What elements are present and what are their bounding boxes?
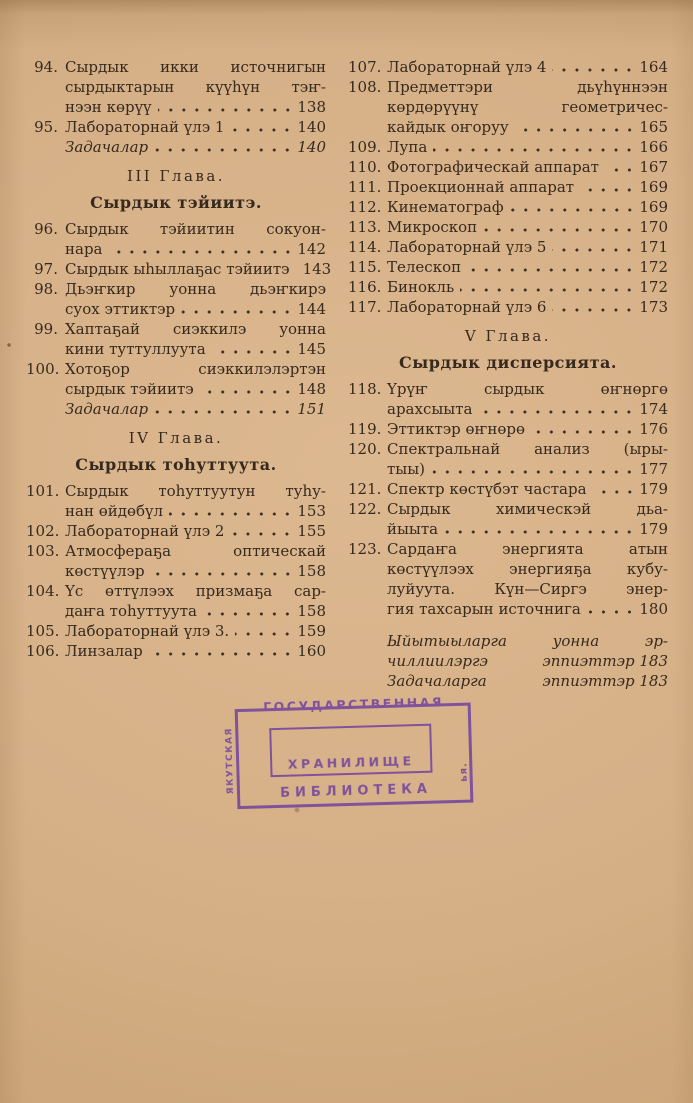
entry-last-line <box>65 137 326 157</box>
entry-text: Проекционнай аппарат <box>387 178 575 196</box>
entry-body <box>387 77 668 137</box>
stamp-right-vertical-text: ья. <box>458 761 470 782</box>
entry-last-line <box>65 379 326 399</box>
toc-entry <box>348 539 668 619</box>
entry-number: 99. <box>34 320 58 338</box>
entry-number: 122. <box>348 500 382 518</box>
entry-page-number: 171 <box>639 238 668 256</box>
toc-entry <box>348 57 668 77</box>
dot-leader <box>296 259 300 279</box>
entry-page-number: 169 <box>639 198 668 216</box>
entry-text-line: Спектральнай анализ (ыры- <box>387 440 668 458</box>
dot-leader <box>494 651 539 671</box>
entry-body <box>387 57 668 77</box>
entry-last-line <box>387 117 668 137</box>
toc-entry <box>348 237 668 257</box>
dot-leader <box>181 299 294 319</box>
chapter-title: IV Глава. <box>128 429 224 447</box>
entry-last-line <box>387 237 668 257</box>
entry-page-number: 169 <box>639 178 668 196</box>
dot-leader <box>230 117 294 137</box>
entry-number: 114. <box>348 238 382 256</box>
toc-column-left <box>26 57 332 691</box>
entry-body <box>65 521 326 541</box>
entry-text: Бинокль <box>387 278 455 296</box>
entry-page-number: 144 <box>297 300 326 318</box>
entry-page-number: 138 <box>297 98 326 116</box>
entry-text: суох эттиктэр <box>65 300 176 318</box>
entry-text-line: Сырдык тоһуттуутун туһу- <box>65 482 326 500</box>
entry-number: 107. <box>348 58 382 76</box>
entry-text-line: сырдыктарын күүһүн тэҥ- <box>65 78 326 96</box>
stamp-top-text: ГОСУДАРСТВЕННАЯ <box>262 694 445 715</box>
entry-last-line <box>387 217 668 237</box>
entry-number: 105. <box>26 622 60 640</box>
toc-entry <box>26 259 332 279</box>
toc-entry <box>26 641 326 661</box>
entry-page-number: 140 <box>297 138 326 156</box>
entry-number: 117. <box>348 298 382 316</box>
entry-last-line <box>387 277 668 297</box>
entry-text-line: Атмосфераҕа оптическай <box>65 542 326 560</box>
toc-entry <box>348 479 668 499</box>
toc-section <box>26 481 326 661</box>
library-stamp <box>222 695 473 816</box>
entry-number: 97. <box>34 260 58 278</box>
entry-page-number: 164 <box>639 58 668 76</box>
toc-entry <box>26 359 326 399</box>
entry-body <box>387 277 668 297</box>
stamp-bottom-text: БИБЛИОТЕКА <box>279 781 433 801</box>
entry-body <box>387 419 668 439</box>
toc-entry <box>348 137 668 157</box>
entry-last-line <box>65 561 326 581</box>
entry-text-line: Ыйытыыларга уонна эр- <box>387 632 668 650</box>
entry-page-number: 158 <box>297 562 326 580</box>
entry-text: көстүүлэр <box>65 562 145 580</box>
toc-entry <box>348 197 668 217</box>
toc-entry <box>348 297 668 317</box>
entry-last-line <box>65 621 326 641</box>
entry-page-number: эппиэттэр 183 <box>542 652 668 670</box>
stamp-left-vertical-text: ЯКУТСКАЯ <box>224 726 237 795</box>
entry-text: Лабораторнай үлэ 1 <box>65 118 225 136</box>
entry-last-line <box>65 641 326 661</box>
toc-entry <box>26 279 326 319</box>
dot-leader <box>154 399 294 419</box>
toc-entry <box>348 77 668 137</box>
entry-text-line: Хотоҕор сиэккилэлэртэн <box>65 360 326 378</box>
entry-body <box>387 137 668 157</box>
entry-number: 95. <box>34 118 58 136</box>
entry-text: Фотографическай аппарат <box>387 158 599 176</box>
entry-last-line <box>387 177 668 197</box>
entry-body <box>65 541 326 581</box>
entry-text-line: Үрүҥ сырдык өҥнөргө <box>387 380 668 398</box>
dot-leader <box>154 137 294 157</box>
entry-number: 111. <box>348 178 382 196</box>
chapter-subtitle: Сырдык дисперсията. <box>399 353 617 372</box>
entry-text-line: Хаптаҕай сиэккилэ уонна <box>65 320 326 338</box>
dot-leader <box>552 237 636 257</box>
toc-entry <box>348 277 668 297</box>
entry-text: арахсыыта <box>387 400 473 418</box>
answers-section <box>348 631 668 691</box>
dot-leader <box>169 501 294 521</box>
toc-section <box>26 57 326 157</box>
entry-page-number: 151 <box>297 400 326 418</box>
entry-body <box>65 57 326 117</box>
entry-page-number: 145 <box>297 340 326 358</box>
entry-text: Кинематограф <box>387 198 504 216</box>
entry-page-number: эппиэттэр 183 <box>542 672 668 690</box>
entry-text-line: Сырдык икки источнигын <box>65 58 326 76</box>
entry-page-number: 172 <box>639 278 668 296</box>
entry-last-line <box>387 137 668 157</box>
entry-number: 94. <box>34 58 58 76</box>
entry-last-line <box>65 501 326 521</box>
entry-page-number: 155 <box>297 522 326 540</box>
entry-text-line: көрдөрүүнү геометричес- <box>387 98 668 116</box>
entry-body <box>387 479 668 499</box>
entry-number: 106. <box>26 642 60 660</box>
entry-last-line <box>65 399 326 419</box>
chapter-subtitle: Сырдык тэйиитэ. <box>90 193 262 212</box>
entry-last-line <box>65 97 326 117</box>
dot-leader <box>483 217 636 237</box>
entry-last-line <box>65 239 326 259</box>
entry-number: 112. <box>348 198 382 216</box>
entry-page-number: 173 <box>639 298 668 316</box>
dot-leader <box>109 239 295 259</box>
entry-text: Телескоп <box>387 258 462 276</box>
entry-page-number: 179 <box>639 520 668 538</box>
entry-number <box>348 671 387 691</box>
entry-text: тыы) <box>387 460 426 478</box>
toc-section <box>348 57 668 317</box>
dot-leader <box>235 621 294 641</box>
entry-text: Спектр көстүбэт частара <box>387 480 587 498</box>
entry-last-line <box>387 257 668 277</box>
entry-body <box>387 177 668 197</box>
toc-section <box>348 379 668 619</box>
entry-page-number: 179 <box>639 480 668 498</box>
entry-text: Лабораторнай үлэ 2 <box>65 522 225 540</box>
entry-text: Лупа <box>387 138 428 156</box>
entry-body <box>387 671 668 691</box>
entry-last-line <box>387 399 668 419</box>
entry-last-line <box>387 419 668 439</box>
dot-leader <box>200 379 295 399</box>
entry-text: кини туттуллуута <box>65 340 206 358</box>
entry-last-line <box>387 651 668 671</box>
toc-entry <box>26 117 326 137</box>
entry-text: Лабораторнай үлэ 6 <box>387 298 547 316</box>
entry-number: 116. <box>348 278 382 296</box>
dot-leader <box>552 57 636 77</box>
entry-number: 119. <box>348 420 382 438</box>
entry-last-line <box>387 479 668 499</box>
toc-entry <box>26 621 326 641</box>
entry-last-line <box>387 599 668 619</box>
entry-number <box>26 137 65 157</box>
entry-body <box>65 259 332 279</box>
entry-number: 101. <box>26 482 60 500</box>
entry-page-number: 180 <box>639 600 668 618</box>
toc-section <box>26 219 332 419</box>
entry-body <box>387 157 668 177</box>
entry-text: чиллиилэргэ <box>387 652 488 670</box>
toc-entry <box>26 521 326 541</box>
entry-number: 113. <box>348 218 382 236</box>
entry-page-number: 159 <box>297 622 326 640</box>
entry-last-line <box>387 459 668 479</box>
dot-leader <box>531 419 636 439</box>
toc-entry <box>26 541 326 581</box>
dot-leader <box>433 137 636 157</box>
entry-body <box>65 481 326 521</box>
toc-entry <box>26 399 326 419</box>
dot-leader <box>587 599 636 619</box>
entry-last-line <box>387 671 668 691</box>
entry-last-line <box>65 601 326 621</box>
toc-entry <box>26 319 326 359</box>
entry-page-number: 143 <box>302 260 332 278</box>
entry-number: 104. <box>26 582 60 600</box>
entry-text: даҥа тоһуттуута <box>65 602 197 620</box>
dot-leader <box>515 117 637 137</box>
entry-number <box>348 631 387 671</box>
entry-number: 108. <box>348 78 382 96</box>
stamp-inner-box <box>269 724 432 778</box>
entry-last-line <box>65 259 332 279</box>
entry-text: Лабораторнай үлэ 3. <box>65 622 230 640</box>
toc-entry <box>26 219 326 259</box>
entry-body <box>387 539 668 619</box>
entry-text-line: Дьэҥкир уонна дьэҥкирэ <box>65 280 326 298</box>
dot-leader <box>431 459 636 479</box>
entry-page-number: 167 <box>639 158 668 176</box>
entry-page-number: 177 <box>639 460 668 478</box>
entry-page-number: 166 <box>639 138 668 156</box>
entry-text: нан өйдөбүл <box>65 502 164 520</box>
entry-text-line: Предметтэри дьүһүннээн <box>387 78 668 96</box>
entry-body <box>387 297 668 317</box>
dot-leader <box>149 641 295 661</box>
entry-number: 121. <box>348 480 382 498</box>
entry-body <box>387 217 668 237</box>
entry-body <box>65 137 326 157</box>
entry-text-line: Үс өттүлээх призмаҕа сар- <box>65 582 326 600</box>
stamp-inner-text: ХРАНИЛИЩЕ <box>287 753 415 772</box>
dot-leader <box>593 479 637 499</box>
entry-number: 102. <box>26 522 60 540</box>
entry-number: 109. <box>348 138 382 156</box>
entry-last-line <box>65 339 326 359</box>
dot-leader <box>151 561 295 581</box>
entry-text: йыыта <box>387 520 439 538</box>
entry-text: Линзалар <box>65 642 143 660</box>
entry-text: нээн көрүү <box>65 98 152 116</box>
entry-body <box>65 117 326 137</box>
entry-body <box>387 439 668 479</box>
toc-entry <box>26 57 326 117</box>
entry-page-number: 176 <box>639 420 668 438</box>
entry-page-number: 165 <box>639 118 668 136</box>
dot-leader <box>493 671 540 691</box>
dot-leader <box>478 399 636 419</box>
entry-text-line: көстүүлээх энергияҕа кубу- <box>387 560 668 578</box>
entry-last-line <box>387 157 668 177</box>
dot-leader <box>444 519 636 539</box>
dot-leader <box>552 297 636 317</box>
entry-text: сырдык тэйиитэ <box>65 380 194 398</box>
entry-text: Задачалар <box>65 400 149 418</box>
entry-body <box>65 581 326 621</box>
toc-entry <box>26 581 326 621</box>
toc-entry <box>348 257 668 277</box>
toc-column-right <box>348 57 668 691</box>
table-of-contents <box>26 57 668 691</box>
dot-leader <box>212 339 295 359</box>
entry-body <box>387 257 668 277</box>
toc-entry <box>348 671 668 691</box>
entry-body <box>65 279 326 319</box>
entry-text: Задачаларга <box>387 672 487 690</box>
dot-leader <box>467 257 636 277</box>
entry-body <box>387 379 668 419</box>
entry-text: Лабораторнай үлэ 4 <box>387 58 547 76</box>
toc-entry <box>348 177 668 197</box>
entry-text-line: Сырдык тэйиитин сокуон- <box>65 220 326 238</box>
toc-entry <box>348 631 668 671</box>
dot-leader <box>580 177 636 197</box>
entry-body <box>387 631 668 671</box>
entry-number: 96. <box>34 220 58 238</box>
entry-page-number: 158 <box>297 602 326 620</box>
entry-page-number: 172 <box>639 258 668 276</box>
entry-number: 100. <box>26 360 60 378</box>
entry-number: 98. <box>34 280 58 298</box>
entry-last-line <box>387 519 668 539</box>
entry-text-line: Сырдык химическэй дьа- <box>387 500 668 518</box>
entry-page-number: 153 <box>297 502 326 520</box>
entry-text-line: луйуута. Күн—Сиргэ энер- <box>387 580 668 598</box>
entry-text: Задачалар <box>65 138 149 156</box>
entry-number: 120. <box>348 440 382 458</box>
entry-body <box>387 499 668 539</box>
entry-number: 123. <box>348 540 382 558</box>
dot-leader <box>605 157 636 177</box>
entry-page-number: 170 <box>639 218 668 236</box>
entry-body <box>65 641 326 661</box>
entry-number: 110. <box>348 158 382 176</box>
dot-leader <box>158 97 295 117</box>
entry-number: 118. <box>348 380 382 398</box>
entry-text: кайдык оҥоруу <box>387 118 509 136</box>
toc-entry <box>348 379 668 419</box>
entry-text: Микроскоп <box>387 218 478 236</box>
entry-text-line: Сардаҥа энергията атын <box>387 540 668 558</box>
entry-text: Лабораторнай үлэ 5 <box>387 238 547 256</box>
entry-body <box>65 219 326 259</box>
entry-body <box>65 399 326 419</box>
entry-page-number: 174 <box>639 400 668 418</box>
toc-entry <box>26 137 326 157</box>
entry-last-line <box>387 197 668 217</box>
dot-leader <box>460 277 636 297</box>
chapter-subtitle: Сырдык тоһуттуута. <box>75 455 277 474</box>
entry-last-line <box>65 117 326 137</box>
entry-body <box>65 319 326 359</box>
toc-entry <box>348 499 668 539</box>
dot-leader <box>230 521 294 541</box>
entry-number: 103. <box>26 542 60 560</box>
entry-number <box>26 399 65 419</box>
toc-entry <box>348 157 668 177</box>
entry-text: Эттиктэр өҥнөрө <box>387 420 525 438</box>
chapter-title: V Глава. <box>464 327 552 345</box>
entry-last-line <box>65 299 326 319</box>
dot-leader <box>510 197 637 217</box>
entry-text: гия тахсарын источнига <box>387 600 581 618</box>
toc-entry <box>348 217 668 237</box>
entry-page-number: 160 <box>297 642 326 660</box>
entry-text: нара <box>65 240 103 258</box>
toc-entry <box>348 439 668 479</box>
entry-body <box>65 621 326 641</box>
entry-text: Сырдык ыһыллаҕас тэйиитэ <box>65 260 290 278</box>
entry-last-line <box>387 57 668 77</box>
entry-page-number: 148 <box>297 380 326 398</box>
chapter-title: III Глава. <box>126 167 226 185</box>
dot-leader <box>203 601 294 621</box>
entry-body <box>387 197 668 217</box>
entry-body <box>387 237 668 257</box>
entry-number: 115. <box>348 258 382 276</box>
toc-entry <box>26 481 326 521</box>
toc-entry <box>348 419 668 439</box>
entry-last-line <box>387 297 668 317</box>
entry-last-line <box>65 521 326 541</box>
entry-page-number: 140 <box>297 118 326 136</box>
entry-page-number: 142 <box>297 240 326 258</box>
entry-body <box>65 359 326 399</box>
